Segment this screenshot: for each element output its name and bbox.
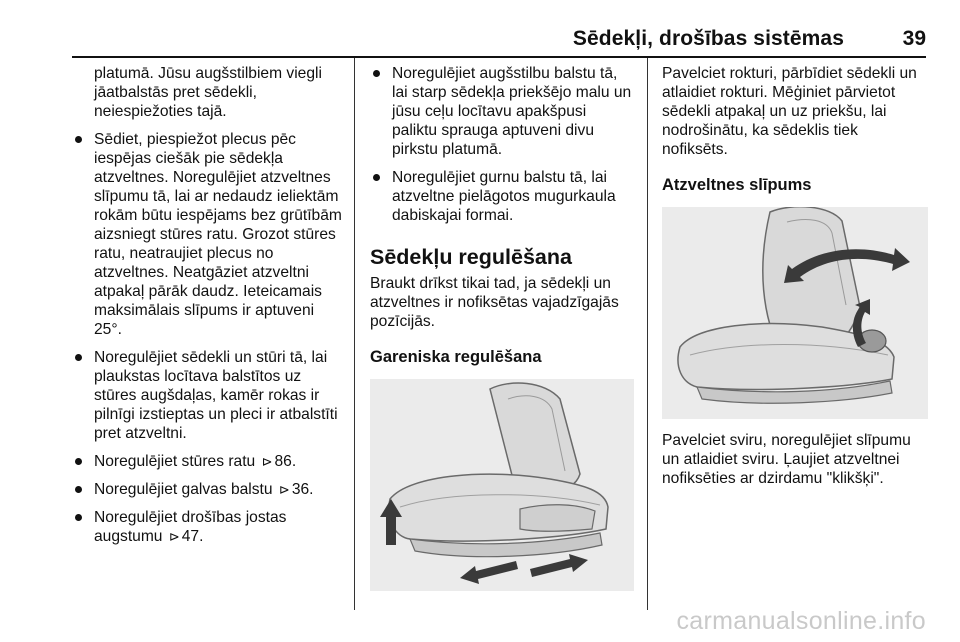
list-item — [72, 480, 344, 499]
bullet-icon — [75, 354, 82, 361]
list-item-text: Noregulējiet galvas balstu — [94, 481, 273, 498]
page-number: 39 — [902, 27, 926, 50]
bullet-icon — [373, 174, 380, 181]
list-item-text: Noregulējiet sēdekli un stūri tā, lai plaukstas locītava balstītos uz stūres augšdaļas, kamēr rokas ir pilnīgi izstieptas un pleci ir atbalstīti pret atzveltni. — [94, 349, 338, 442]
column-3 — [662, 64, 928, 497]
reference-arrow-icon: ⊳ — [261, 454, 273, 469]
section-intro: Braukt drīkst tikai tad, ja sēdekļi un atzveltnes ir nofiksētas vajadzīgajās pozīcijās. — [370, 275, 619, 330]
watermark: carmanualsonline.info — [676, 607, 926, 635]
column-divider-2 — [647, 58, 648, 610]
bullet-list — [72, 130, 344, 546]
bullet-icon — [75, 458, 82, 465]
list-item-text: Noregulējiet augšstilbu balstu tā, lai starp sēdekļa priekšējo malu un jūsu ceļu locītavu apakšpusi paliktu sprauga aptuveni divu pirkstu platumā. — [392, 65, 632, 158]
bullet-list — [370, 64, 634, 225]
backrest-recline-illustration — [662, 207, 928, 419]
list-item-text: Noregulējiet drošības jostas augstumu — [94, 509, 287, 545]
list-item — [72, 130, 344, 339]
page-reference-link[interactable]: 36. — [291, 481, 314, 498]
list-item — [370, 64, 634, 159]
longitudinal-instructions: Pavelciet rokturi, pārbīdiet sēdekli un atlaidiet rokturi. Mēģiniet pārvietot sēdekli atpakaļ un uz priekšu, lai nodrošinātu, ka sēdeklis tiek nofiksēts. — [662, 65, 917, 158]
list-item — [72, 452, 344, 471]
page-reference-link[interactable]: 86. — [274, 453, 297, 470]
continuation-text: platumā. Jūsu augšstilbiem viegli jāatbalstās pret sēdekli, neiespiežoties tajā. — [94, 65, 322, 120]
header-rule — [72, 56, 926, 58]
seat-recline-image — [662, 207, 928, 419]
list-item-text: Noregulējiet gurnu balstu tā, lai atzveltne pielāgotos mugurkaula dabiskajai formai. — [392, 169, 616, 224]
list-item — [72, 348, 344, 443]
section-title: Sēdekļu regulēšana — [370, 245, 572, 269]
longitudinal-adjust-illustration — [370, 379, 634, 591]
recline-instructions: Pavelciet sviru, noregulējiet slīpumu un atlaidiet sviru. Ļaujiet atzveltnei nofiksēties ar dzirdamu "klikšķi". — [662, 432, 911, 487]
bullet-icon — [75, 514, 82, 521]
page-header — [0, 0, 960, 60]
bullet-icon — [373, 70, 380, 77]
list-item — [72, 508, 344, 546]
reference-arrow-icon: ⊳ — [278, 482, 290, 497]
bullet-icon — [75, 486, 82, 493]
column-2 — [370, 64, 634, 591]
bullet-icon — [75, 136, 82, 143]
reference-arrow-icon: ⊳ — [168, 529, 180, 544]
chapter-title: Sēdekļi, drošības sistēmas — [572, 27, 844, 50]
subsection-title: Gareniska regulēšana — [370, 348, 542, 366]
list-item — [370, 168, 634, 225]
column-1 — [72, 64, 344, 555]
subsection-title: Atzveltnes slīpums — [662, 176, 812, 194]
page-reference-link[interactable]: 47. — [181, 528, 204, 545]
list-item-text: Noregulējiet stūres ratu — [94, 453, 256, 470]
column-divider-1 — [354, 58, 355, 610]
list-item-text: Sēdiet, piespiežot plecus pēc iespējas ciešāk pie sēdekļa atzveltnes. Noregulējiet atzveltnes slīpumu tā, lai ar nedaudz ieliektām rokām būtu iespējams bez grūtībām aizsniegt stūres ratu. Grozot stūres ratu, neatraujiet plecus no atzveltnes. Neatgāziet atzveltni atpakaļ pārāk daudz. Ieteicamais maksimālais slīpums ir aptuveni 25°. — [94, 131, 342, 338]
seat-fore-aft-image — [370, 379, 634, 591]
